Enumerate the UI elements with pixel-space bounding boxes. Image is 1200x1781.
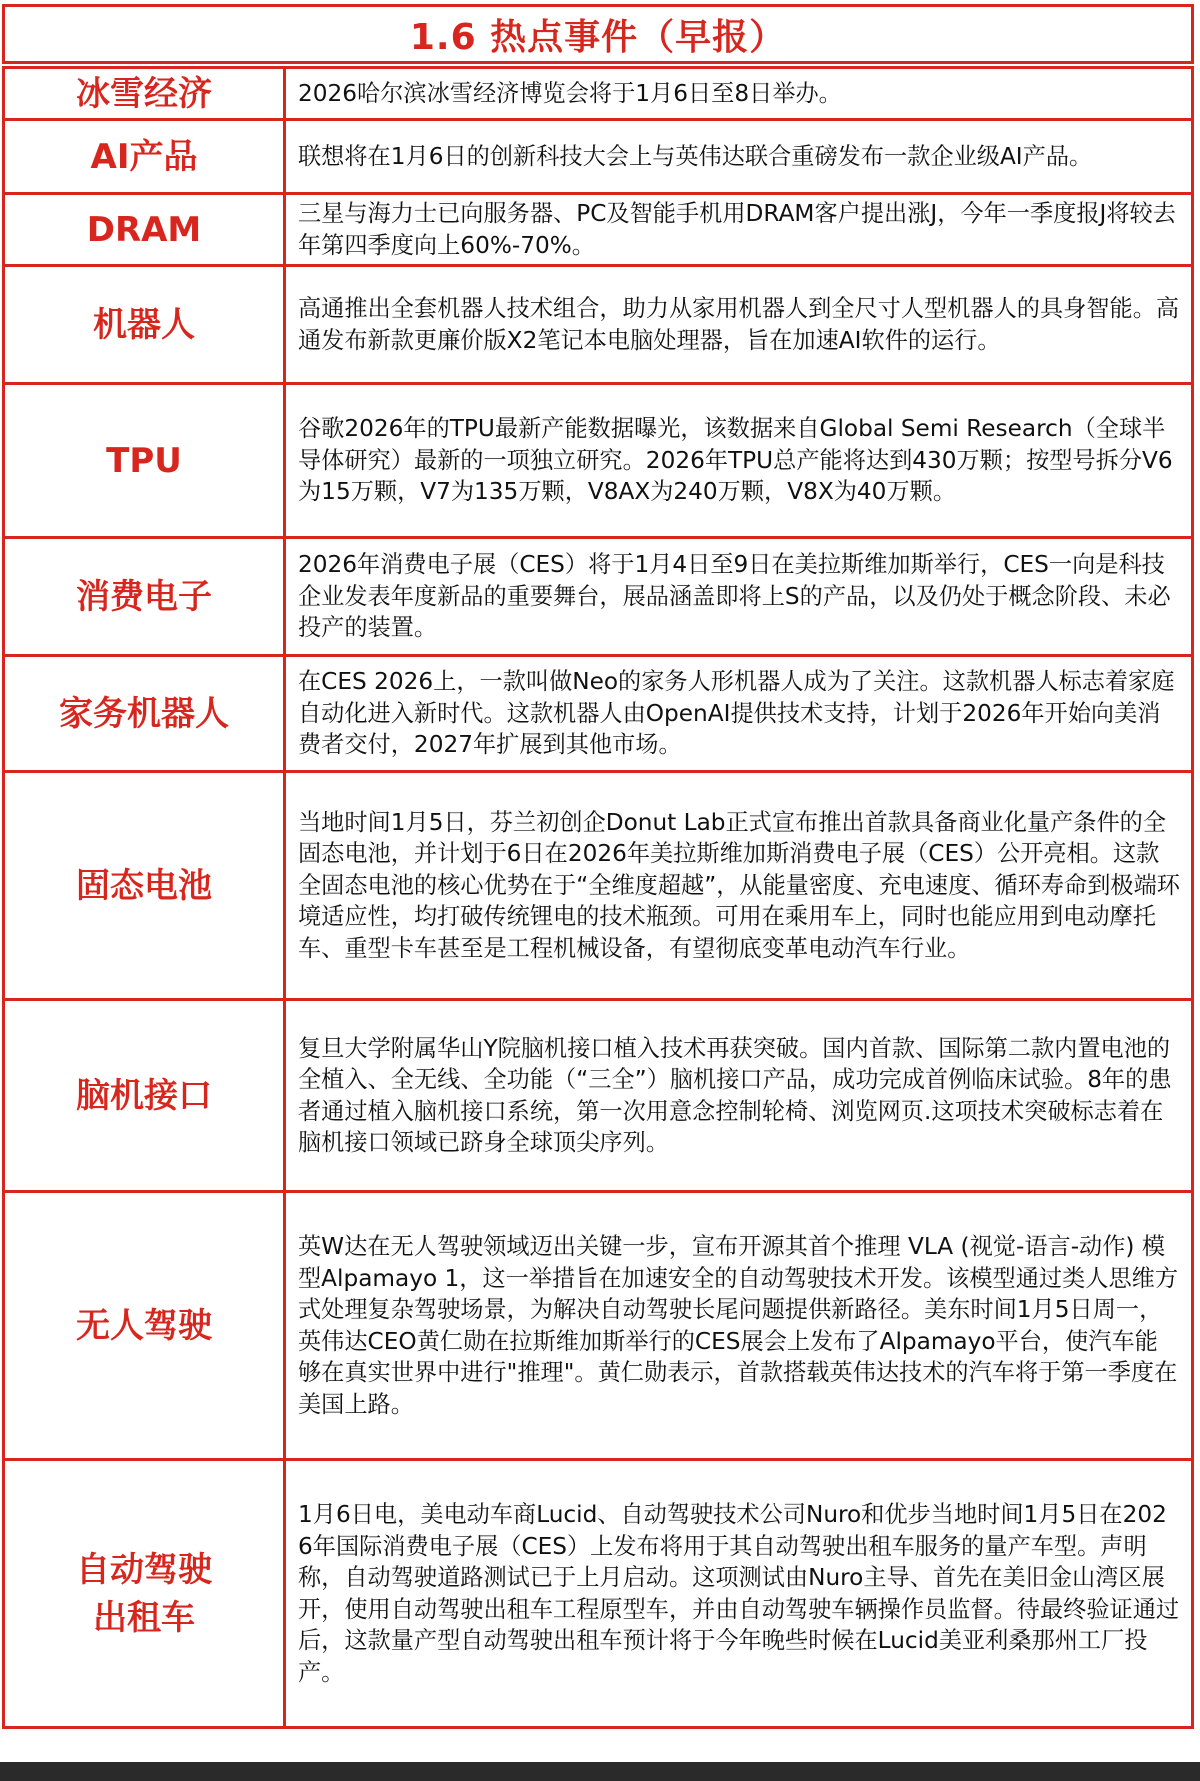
table-row bbox=[4, 1000, 1193, 1192]
row-label: 脑机接口 bbox=[4, 1000, 285, 1192]
row-content: 联想将在1月6日的创新科技大会上与英伟达联合重磅发布一款企业级AI产品。 bbox=[285, 120, 1193, 194]
table-row bbox=[4, 1460, 1193, 1728]
table-row bbox=[4, 68, 1193, 120]
row-content: 复旦大学附属华山Y院脑机接口植入技术再获突破。国内首款、国际第二款内置电池的全植入、全无线、全功能（“三全”）脑机接口产品，成功完成首例临床试验。8年的患者通过植入脑机接口系统，第一次用意念控制轮椅、浏览网页.这项技术突破标志着在脑机接口领域已跻身全球顶尖序列。 bbox=[285, 1000, 1193, 1192]
hot-events-table bbox=[2, 66, 1194, 1729]
row-label: DRAM bbox=[4, 194, 285, 266]
row-content: 在CES 2026上，一款叫做Neo的家务人形机器人成为了关注。这款机器人标志着家庭自动化进入新时代。这款机器人由OpenAI提供技术支持，计划于2026年开始向美消费者交付，2027年扩展到其他市场。 bbox=[285, 656, 1193, 772]
row-label: 固态电池 bbox=[4, 772, 285, 1000]
table-row bbox=[4, 1192, 1193, 1460]
page-title: 1.6 热点事件（早报） bbox=[2, 4, 1194, 64]
row-label: 无人驾驶 bbox=[4, 1192, 285, 1460]
row-content: 当地时间1月5日，芬兰初创企Donut Lab正式宣布推出首款具备商业化量产条件的全固态电池，并计划于6日在2026年美拉斯维加斯消费电子展（CES）公开亮相。这款全固态电池的核心优势在于“全维度超越”，从能量密度、充电速度、循环寿命到极端环境适应性，均打破传统锂电的技术瓶颈。可用在乘用车上，同时也能应用到电动摩托车、重型卡车甚至是工程机械设备，有望彻底变革电动汽车行业。 bbox=[285, 772, 1193, 1000]
row-content: 2026哈尔滨冰雪经济博览会将于1月6日至8日举办。 bbox=[285, 68, 1193, 120]
table-row bbox=[4, 656, 1193, 772]
table-row bbox=[4, 194, 1193, 266]
row-content: 三星与海力士已向服务器、PC及智能手机用DRAM客户提出涨J，今年一季度报J将较去年第四季度向上60%-70%。 bbox=[285, 194, 1193, 266]
table-row bbox=[4, 266, 1193, 384]
table-row bbox=[4, 384, 1193, 538]
table-row bbox=[4, 538, 1193, 656]
row-content: 2026年消费电子展（CES）将于1月4日至9日在美拉斯维加斯举行，CES一向是科技企业发表年度新品的重要舞台，展品涵盖即将上S的产品，以及仍处于概念阶段、未必投产的装置。 bbox=[285, 538, 1193, 656]
row-label: 冰雪经济 bbox=[4, 68, 285, 120]
row-content: 高通推出全套机器人技术组合，助力从家用机器人到全尺寸人型机器人的具身智能。高通发布新款更廉价版X2笔记本电脑处理器，旨在加速AI软件的运行。 bbox=[285, 266, 1193, 384]
row-label: 消费电子 bbox=[4, 538, 285, 656]
row-label: TPU bbox=[4, 384, 285, 538]
row-label: AI产品 bbox=[4, 120, 285, 194]
table-row bbox=[4, 772, 1193, 1000]
bottom-strip bbox=[0, 1762, 1200, 1781]
row-content: 谷歌2026年的TPU最新产能数据曝光，该数据来自Global Semi Research（全球半导体研究）最新的一项独立研究。2026年TPU总产能将达到430万颗；按型号拆分V6为15万颗，V7为135万颗，V8AX为240万颗，V8X为40万颗。 bbox=[285, 384, 1193, 538]
row-label: 家务机器人 bbox=[4, 656, 285, 772]
row-content: 1月6日电，美电动车商Lucid、自动驾驶技术公司Nuro和优步当地时间1月5日在2026年国际消费电子展（CES）上发布将用于其自动驾驶出租车服务的量产车型。声明称，自动驾驶道路测试已于上月启动。这项测试由Nuro主导、首先在美旧金山湾区展开，使用自动驾驶出租车工程原型车，并由自动驾驶车辆操作员监督。待最终验证通过后，这款量产型自动驾驶出租车预计将于今年晚些时候在Lucid美亚利桑那州工厂投产。 bbox=[285, 1460, 1193, 1728]
row-content: 英W达在无人驾驶领域迈出关键一步，宣布开源其首个推理 VLA (视觉-语言-动作) 模型Alpamayo 1，这一举措旨在加速安全的自动驾驶技术开发。该模型通过类人思维方式处理复杂驾驶场景，为解决自动驾驶长尾问题提供新路径。美东时间1月5日周一，英伟达CEO黄仁勋在拉斯维加斯举行的CES展会上发布了Alpamayo平台，使汽车能够在真实世界中进行"推理"。黄仁勋表示，首款搭载英伟达技术的汽车将于第一季度在美国上路。 bbox=[285, 1192, 1193, 1460]
row-label: 自动驾驶 出租车 bbox=[4, 1460, 285, 1728]
table-row bbox=[4, 120, 1193, 194]
row-label: 机器人 bbox=[4, 266, 285, 384]
